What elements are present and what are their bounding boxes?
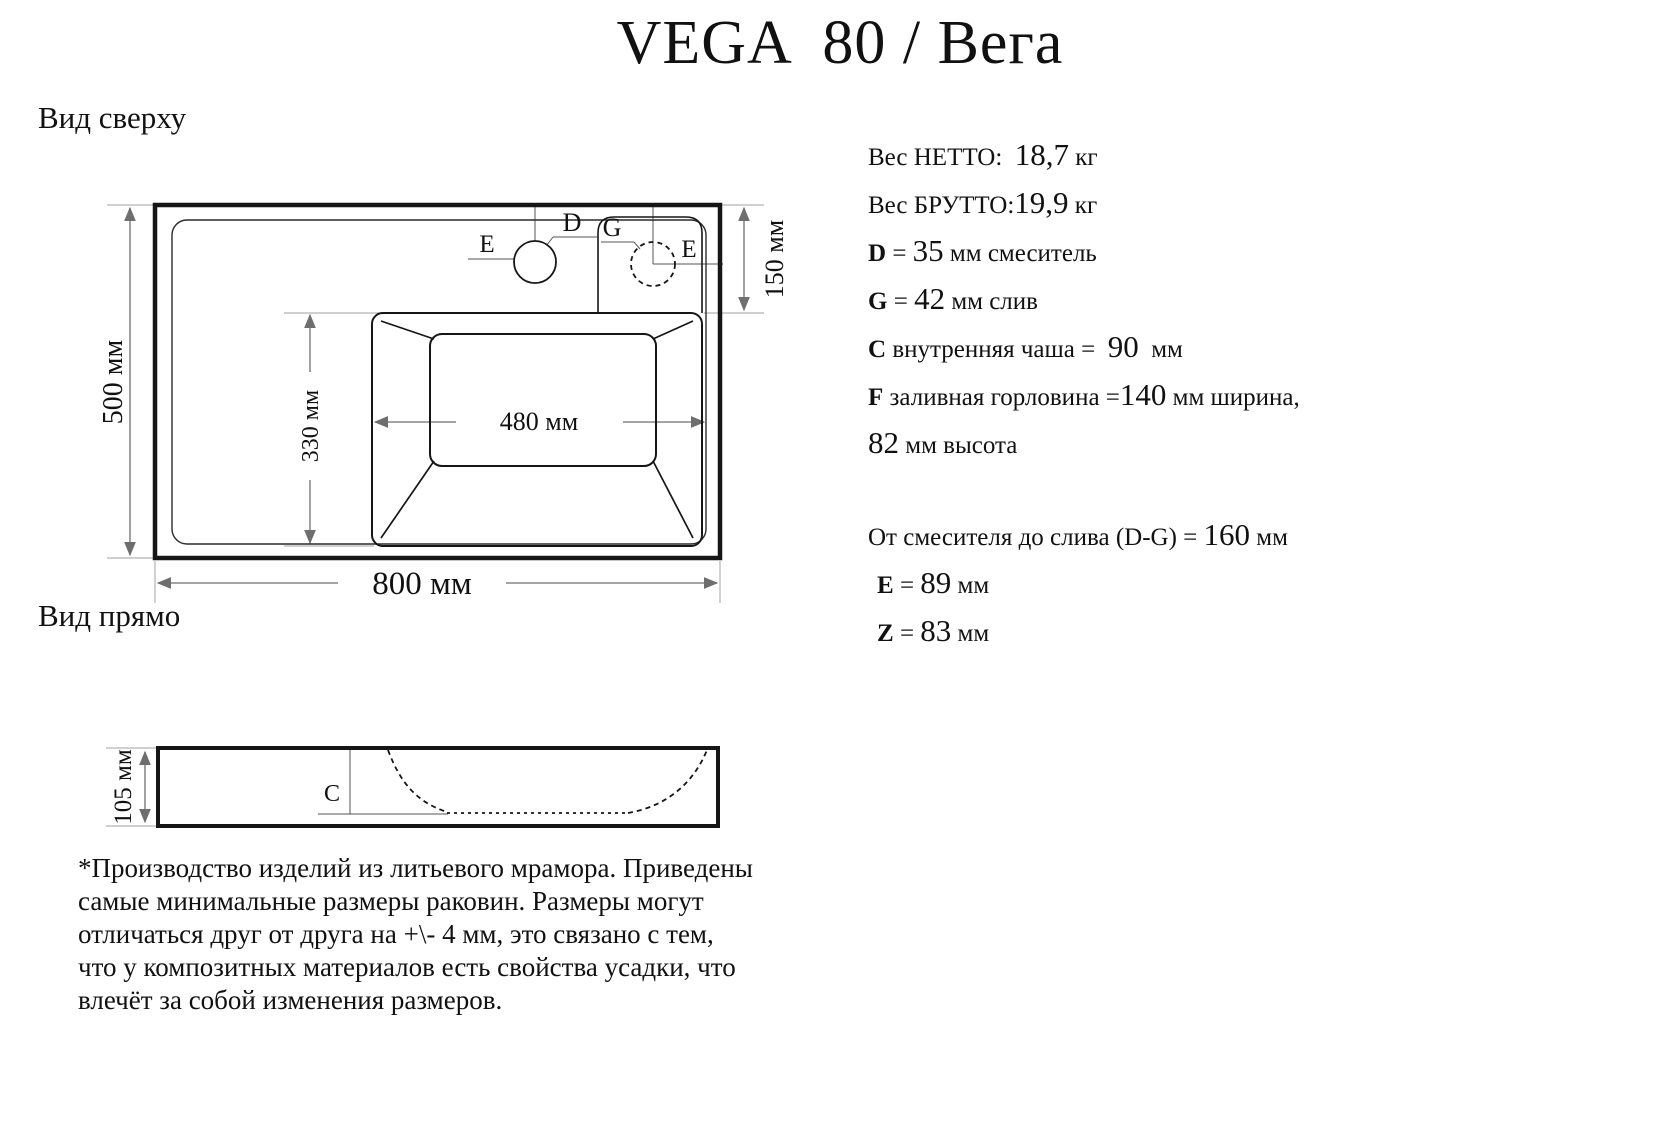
footnote-line: отличаться друг от друга на +\- 4 мм, это связано с тем, xyxy=(78,919,714,949)
page-title: VEGA 80 / Вега xyxy=(616,9,1064,77)
basin-inner-outline xyxy=(430,334,656,466)
top-view-drawing xyxy=(155,205,723,558)
drain-ledge-outline xyxy=(598,217,702,313)
specs-list xyxy=(868,132,1488,656)
label-c: C xyxy=(323,781,340,807)
extension-lines xyxy=(106,205,764,826)
footnote xyxy=(78,852,798,1017)
dim-480: 480 мм xyxy=(499,407,579,436)
dim-330: 330 мм xyxy=(298,389,324,463)
basin-outer-outline xyxy=(372,313,702,546)
bowl-profile-dashed xyxy=(388,750,707,813)
footnote-line: самые минимальные размеры раковин. Размеры могут xyxy=(78,886,704,916)
spec-line: Z = 83 мм xyxy=(877,613,990,648)
dim-800: 800 мм xyxy=(372,566,472,602)
footnote-line: *Производство изделий из литьевого мрамора. Приведены xyxy=(78,853,753,883)
spec-line: Вес НЕТТО: 18,7 кг xyxy=(868,137,1098,172)
spec-line: G = 42 мм слив xyxy=(868,281,1038,316)
front-view-drawing xyxy=(158,748,718,826)
footnote-line: влечёт за собой изменения размеров. xyxy=(78,985,503,1015)
label-d: D xyxy=(562,208,582,237)
front-view-heading: Вид прямо xyxy=(38,598,181,633)
dimension-labels xyxy=(98,208,789,825)
top-view-heading: Вид сверху xyxy=(38,100,187,135)
d-leader-diagonal xyxy=(546,237,553,246)
sink-outline-front-view xyxy=(158,748,718,826)
sink-outline-top-view xyxy=(155,205,720,558)
drain-hole-circle xyxy=(631,242,675,286)
label-e-right: E xyxy=(681,236,697,263)
spec-line: C внутренняя чаша = 90 мм xyxy=(868,329,1183,364)
g-leader-diagonal xyxy=(634,242,640,249)
spec-line: D = 35 мм смеситель xyxy=(868,233,1097,268)
dim-500: 500 мм xyxy=(98,339,129,425)
dim-105: 105 мм xyxy=(110,749,137,825)
spec-line: От смесителя до слива (D-G) = 160 мм xyxy=(868,517,1288,552)
label-g: G xyxy=(602,213,622,242)
sink-inner-edge xyxy=(172,220,706,544)
spec-line: Вес БРУТТО:19,9 кг xyxy=(868,185,1098,220)
footnote-line: что у композитных материалов есть свойства усадки, что xyxy=(78,952,736,982)
faucet-hole-circle xyxy=(514,241,556,283)
dim-150: 150 мм xyxy=(760,219,789,299)
basin-chamfer-lines xyxy=(381,321,693,538)
dimension-lines xyxy=(130,208,744,822)
spec-line: E = 89 мм xyxy=(877,565,990,600)
spec-line: F заливная горловина =140 мм ширина, xyxy=(868,377,1300,412)
label-e-left: E xyxy=(479,231,495,258)
spec-line: 82 мм высота xyxy=(868,425,1018,460)
